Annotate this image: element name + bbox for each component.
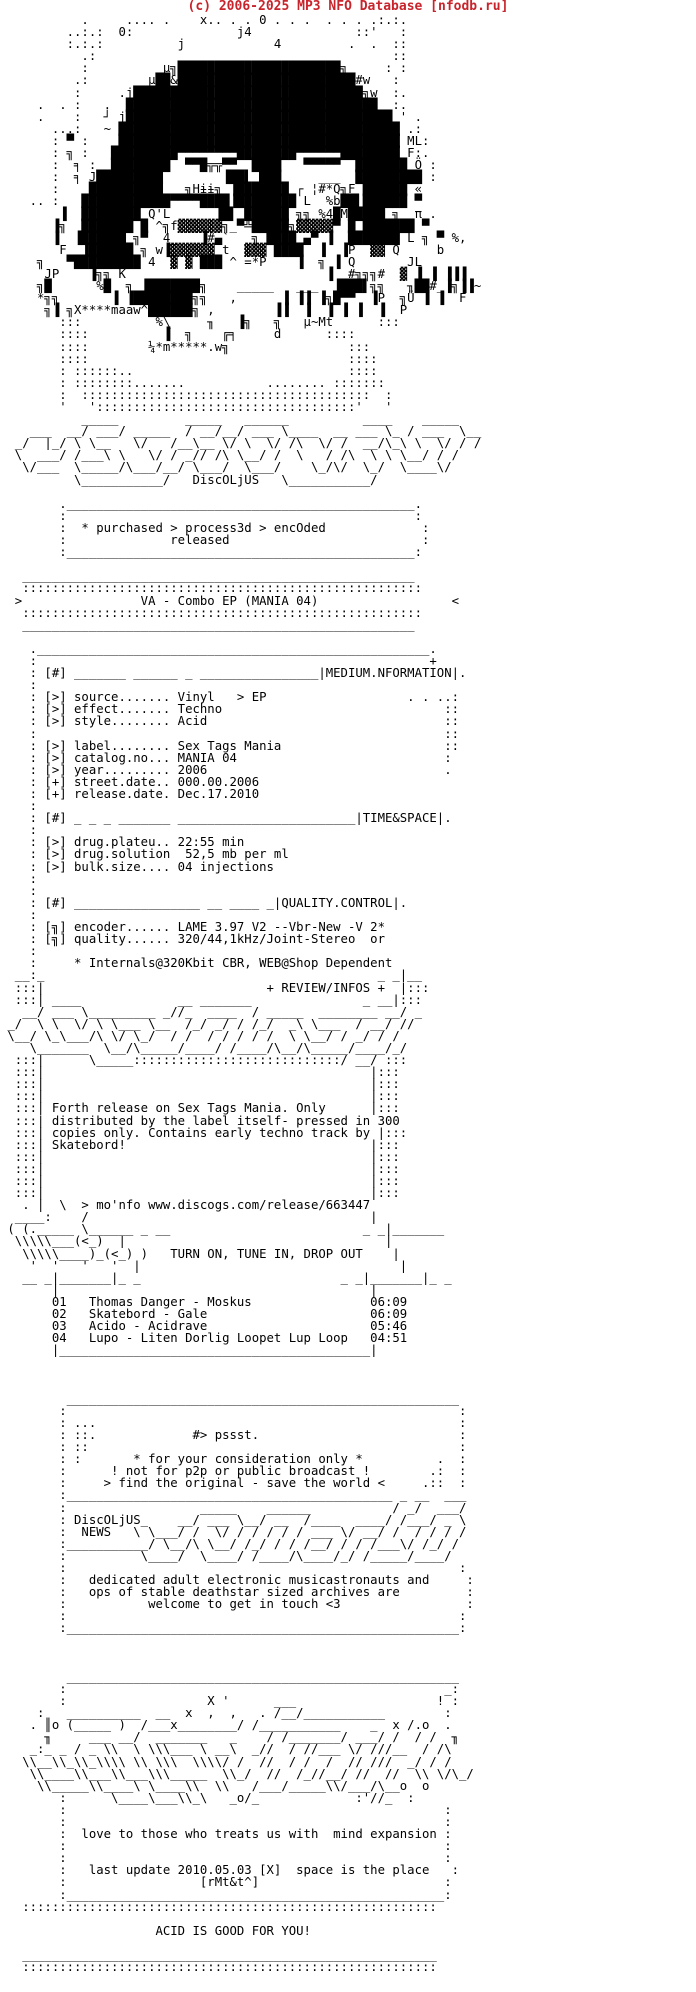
nfo-line: : [>] drug.plateu.. 22:55 min — [0, 835, 245, 850]
nfo-line: : [>] source....... Vinyl > EP . . ..: — [0, 690, 460, 705]
nfo-line: : ╕ J█████████ ▐██▌ ███ ___ █████████ : — [0, 170, 437, 185]
nfo-line: : DiscOLjUS_ __/ ___ \__/ __ /____ ____/ /___/ _ \ — [0, 1512, 467, 1527]
nfo-line: :::::::::::::::::::::::::::::::::::::::::::::::::::::: — [0, 581, 422, 596]
nfo-line: : __________ __ x , , . /__/___________ : — [0, 1706, 452, 1721]
nfo-line: _/ \ \ \/ \ \___ \__ /_/ _/ / /_/ _\ \___ / __/ // — [0, 1016, 415, 1031]
nfo-line: : love to those who treats us with mind expansion : — [0, 1827, 452, 1842]
nfo-line: . . : . ██████████████████████████████████ :. — [0, 97, 408, 112]
nfo-line: __/ ___ \_________ _//_ ____ / _____ ________ __/ _ — [0, 1004, 422, 1019]
nfo-line: : [>] style........ Acid :: — [0, 714, 460, 729]
nfo-line: :_______________________________________________: — [0, 545, 422, 560]
nfo-line: : — [0, 907, 38, 922]
nfo-line: .. : ████████████▀▀▀▀████▐████████ L %b██▌██████ ▀ — [0, 194, 422, 209]
nfo-line: :::| |::: — [0, 1089, 400, 1104]
nfo-line: ╖ ___ __/ _______ _ / /_______/ ___/ / / / ╖ — [0, 1730, 460, 1745]
nfo-line: : : — [0, 1839, 452, 1854]
nfo-line: ' ' ' ' | | — [0, 1258, 408, 1273]
nfo-line: : NEWS \ \___/ / \/ / / / / / ___ \/ __/ / / / / / — [0, 1524, 467, 1539]
nfo-line: : : — [0, 1561, 467, 1575]
nfo-line: :_____________________________________________________: — [0, 1621, 467, 1636]
nfo-line: ▐ ████████ Q'L ▐█▌ ██████ ╗╗ %4█M█████ ╗ π . — [0, 206, 437, 221]
nfo-line: : ╗ : █████████▀▀▀▀▀▀▀▀████████▀▀▀▀▀▀████████ F:. — [0, 146, 430, 161]
nfo-line: : [>] drug.solution 52,5 mb per ml — [0, 847, 289, 862]
nfo-line: : — [0, 944, 38, 959]
nfo-line: \\_____\\____\ \____\\ \\ /___/_____\\/___/\__o o — [0, 1778, 430, 1793]
nfo-line: : [>] catalog.no... MANIA 04 : — [0, 750, 452, 765]
nfo-line: _____ _____ ______ ____ _____ — [0, 412, 460, 427]
nfo-line: \\\\\___(<_) | | — [0, 1234, 393, 1249]
nfo-line: \_______ \__/\_____/____/ /____/\__/\_____/____/_/ — [0, 1040, 408, 1055]
nfo-line: :::: ¼*m*****.w╗ ::: — [0, 339, 371, 354]
nfo-line: : — [0, 678, 38, 693]
nfo-line: : ... : — [0, 1415, 467, 1430]
nfo-line: . | \ > mo'nfo www.discogs.com/release/663447 — [0, 1198, 371, 1213]
nfo-line: : ! not for p2p or public broadcast ! .: : — [0, 1464, 467, 1479]
nfo-line: : :: — [0, 726, 460, 741]
nfo-line: _/ |_/ \ \__ \/ /__\__ \/ \ \/ /\ \/ / __/\_\ \ \/ / / — [0, 436, 482, 451]
nfo-line: :::| + REVIEW/INFOS + |::: — [0, 980, 430, 995]
nfo-line: :___________________________________________________: — [0, 1887, 452, 1902]
nfo-line: ACID IS GOOD FOR YOU! — [0, 1923, 311, 1938]
nfo-line: : : — [0, 508, 422, 523]
nfo-line: : [>] bulk.size.... 04 injections — [0, 859, 274, 874]
nfo-line: : ::. #> pssst. : — [0, 1427, 467, 1442]
nfo-line: _____________________________________________________ — [0, 1391, 460, 1406]
nfo-line: 01 Thomas Danger - Moskus 06:09 — [0, 1294, 408, 1309]
nfo-line: ..:.: 0: j4 ::' : — [0, 25, 408, 40]
nfo-line: :::| |::: — [0, 1161, 400, 1176]
nfo-line: : * Internals@320Kbit CBR, WEB@Shop Dependent — [0, 956, 393, 971]
nfo-line: :::: :::: — [0, 351, 378, 366]
nfo-line: ╗▐ ╗X****maaw^██████╗ , ▐▐ ▐ ▐ ▐ ▐ ▐ P — [0, 303, 452, 318]
nfo-line: :::| |::: — [0, 1065, 400, 1080]
nfo-ascii-art-text — [0, 14, 696, 1973]
nfo-line: :::| Forth release on Sex Tags Mania. Only |::: — [0, 1101, 400, 1116]
nfo-line: : [╗] encoder...... LAME 3.97 V2 --Vbr-New -V 2* — [0, 920, 385, 935]
nfo-line: : > find the original - save the world < .:: : — [0, 1476, 467, 1491]
nfo-line: ________________________________________________________ — [0, 1948, 437, 1962]
nfo-line: F ▐██████ ╗ w▐▓▓▓▓▓▓ t ▓▓▓ ████ ▐ ▐P ▓▓ Q b — [0, 242, 445, 257]
nfo-line: : last update 2010.05.03 [X] space is the place : — [0, 1863, 460, 1878]
nfo-line: :::| |::: — [0, 1186, 400, 1201]
nfo-line: :::::::::::::::::::::::::::::::::::::::::::::::::::::::: — [0, 1899, 437, 1914]
nfo-line: : + — [0, 653, 437, 668]
nfo-line: : dedicated adult electronic musicastronauts and : — [0, 1573, 474, 1588]
nfo-line: ╗█ %█ ╗ ▐███████╗ _____ ___ ▐███▌╗╗ ╖██#_▐╗▐▐~ — [0, 279, 482, 294]
nfo-line: : :: : — [0, 1440, 467, 1455]
nfo-line: : [#] _________________ __ ____ _|QUALITY.CONTROL|. — [0, 895, 408, 910]
nfo-line: \/___ \_____/\___/__/ \___/ \___/ \_/\/ \_/ \____\/ — [0, 460, 452, 475]
nfo-line: ...: ~ ██████████████████████████████████████ .: — [0, 121, 422, 136]
nfo-line: : ██████████ _╗Hɨɨ╗ ▐███████ ┌ ¦#*Q╗F ██████ « — [0, 182, 422, 197]
nfo-line: :::| \_____::::::::::::::::::::::::::::/ __/ ::: — [0, 1053, 408, 1068]
nfo-line: JP ▐╗╗ K ▐ #╗╗╗# ▓ ▐ ▐ ▐▐▐ — [0, 266, 467, 281]
nfo-line: : [+] release.date. Dec.17.2010 — [0, 787, 260, 801]
nfo-line: : _µ╗██████████████████████╗_ : : — [0, 61, 408, 76]
nfo-line: : : — [0, 1851, 452, 1866]
nfo-line: ▐╗ ███████ █ ^╗f▓▓▓▓▓▓╗_▀╩█████╗▓▓▓▓▓▀ █ ███████ ▀ — [0, 218, 430, 233]
nfo-line: \\____\\___\\___\\\_____ \\_/ // /_//__/ // // \\ \/\_/ — [0, 1766, 474, 1781]
nfo-line: . ║o (_____ ) /___x________/ /___________ _ x /.o . — [0, 1718, 452, 1733]
nfo-line: ( (._____ \______ _ __ _ _|_______ — [0, 1222, 445, 1237]
nfo-line: ▐ ▐██████ ╗▀ 4_ ▐#▄` ╗ ████ ▄▀ ▐ ███████ L ╗ ▀ %, — [0, 230, 467, 245]
nfo-line: : ::::::.. :::: — [0, 363, 378, 378]
nfo-line: :____________________________________________ _ __ ___ — [0, 1488, 467, 1503]
nfo-line: : ::::::::....... ........ ::::::: — [0, 375, 385, 390]
nfo-line: : : — [0, 1609, 467, 1624]
nfo-line: \___________/ DiscOLjUS \___________/ — [0, 472, 378, 487]
nfo-line: _____________________________________________________ — [0, 569, 415, 584]
nfo-line: :::| ____ __ _______ _ __|::: — [0, 992, 422, 1007]
nfo-line: ::: %╲ ╖ ▐╗ ╗ μ~Mt ::: — [0, 315, 400, 330]
nfo-line: : ╕ : ████████ ▀▀█╦╦▀▀ ████ ▀▀▀▀▀ ███████ Ö : — [0, 158, 437, 173]
nfo-line: : \____\___\\_\ _o/_ :'//_ : — [0, 1790, 415, 1805]
nfo-line: 03 Acido - Acidrave 05:46 — [0, 1319, 408, 1334]
nfo-line: . .... . x.. . . 0 . . . . . . .:.:. — [0, 14, 408, 27]
nfo-line: : [rMt&t^] : — [0, 1875, 452, 1890]
nfo-line: : _: — [0, 1681, 460, 1696]
nfo-line: :::| |::: — [0, 1077, 400, 1092]
nfo-line: | | — [0, 1282, 378, 1297]
nfo-line: ._____________________________________________________. — [0, 641, 437, 656]
nfo-line: :::| |::: — [0, 1174, 400, 1188]
nfo-line: :::::::::::::::::::::::::::::::::::::::::::::::::::::::: — [0, 1960, 437, 1974]
nfo-line: : [+] street.date.. 000.00.2006 — [0, 774, 260, 789]
nfo-line: :::| copies only. Contains early techno track by |::: — [0, 1125, 408, 1140]
nfo-line: |__________________________________________| — [0, 1343, 378, 1358]
nfo-line: .: _µ██&████████████████████████#w : — [0, 73, 400, 88]
nfo-line: : released : — [0, 533, 430, 548]
nfo-line: : ops of stable deathstar sized archives are : — [0, 1585, 474, 1600]
nfo-line: \__/ \_\___/\ \/ \_/ / / / / / / / \ \__/ / _/ / / — [0, 1028, 400, 1043]
nfo-line: : : — [0, 1403, 467, 1418]
nfo-line: \\__\\_\\_\\\\ \\ \\\ \\\\/ / // / / / // /// _/ / / — [0, 1754, 452, 1769]
nfo-line: : [>] label........ Sex Tags Mania :: — [0, 738, 460, 753]
nfo-line: :::| Skatebord! |::: — [0, 1137, 400, 1152]
nfo-line: .: _____________________ :: — [0, 49, 408, 64]
nfo-line: 02 Skatebord - Gale 06:09 — [0, 1307, 408, 1322]
nfo-line: ' ':::::::::::::::::::::::::::::::::::' ' — [0, 400, 393, 414]
nfo-line: : [#] _ _ _ _______ ________________________|TIME&SPACE|. — [0, 811, 452, 826]
nfo-line: :___________/ \__/\ \__/ /_/ / / /__/ / / /___\/ /_/ / — [0, 1536, 460, 1551]
nfo-line: : .j███████████████████████████████╗w :. — [0, 85, 408, 100]
site-credit-header[interactable]: (c) 2006-2025 MP3 NFO Database [nfodb.ru] — [187, 0, 509, 14]
nfo-line: : — [0, 823, 38, 838]
nfo-line: > VA - Combo EP (MANIA 04) < — [0, 593, 460, 608]
nfo-line: : X ' ___ ! : — [0, 1694, 460, 1709]
nfo-line: ╗ ▀█████████ 4 ▓ ▓ ███ ^ =*P ▐ ╗ ▐ Q JL — [0, 254, 422, 269]
nfo-line: :::| |::: — [0, 1149, 400, 1164]
nfo-line: : : — [0, 1802, 452, 1817]
nfo-line: *╗╗ ▐ ▐████████╗╗ , ▐ ▐▐ ▐╗█▀▀ ▐P ╗Ü ▐ ▐ F — [0, 291, 467, 306]
nfo-line: : _____ ______ / _/ ___/ — [0, 1500, 467, 1515]
nfo-line: : — [0, 883, 38, 898]
nfo-line: : \____/ \____/ /____/\____/_/ /_____/____/ — [0, 1548, 452, 1563]
nfo-line: : welcome to get in touch <3 : — [0, 1597, 474, 1612]
nfo-line: : * purchased > process3d > encOded : — [0, 520, 430, 535]
nfo-line: : ::::::::::::::::::::::::::::::::::::::: : — [0, 387, 393, 402]
nfo-line: ___ __/ ___/ _____ / __/__/ ___ \____ __ ___ \_ / ___ \__ — [0, 424, 482, 439]
nfo-line: _____________________________________________________ — [0, 617, 415, 632]
nfo-line: 04 Lupo - Liten Dorlig Loopet Lup Loop 04:51 — [0, 1331, 408, 1346]
nfo-line: :::::::::::::::::::::::::::::::::::::::::::::::::::::: — [0, 605, 422, 620]
nfo-line: : — [0, 799, 38, 814]
nfo-line: :.:.: j 4 . . :: — [0, 37, 408, 52]
nfo-line: \ ___/ /___\ \ \/ / _// /\ \__/ / \ / /\ \ \ \__/ / / — [0, 448, 460, 463]
nfo-line: ____: / | — [0, 1210, 378, 1225]
nfo-line: ._______________________________________________. — [0, 496, 422, 511]
nfo-line: _:_ _ / _ \\ \ \\\___ \ __\ _// / //___ \/ ///__ / /\ — [0, 1742, 452, 1757]
nfo-line: : ▀ : _██████████████████████████████████████ ML: — [0, 133, 430, 148]
nfo-line: : — [0, 871, 38, 886]
nfo-line: __ _|_______|_ _ _ _|_______|_ _ — [0, 1270, 452, 1285]
nfo-line: __:_ _ _|__ — [0, 968, 422, 983]
nfo-line: : [╗] quality...... 320/44,1kHz/Joint-Stereo or — [0, 932, 385, 947]
nfo-line: : : — [0, 1814, 452, 1829]
nfo-line: : : * for your consideration only * . : — [0, 1452, 467, 1467]
nfo-line: : [#] _______ ______ _ ________________|MEDIUM.NFORMATION|. — [0, 666, 467, 681]
nfo-line: : [>] effect....... Techno :: — [0, 702, 460, 717]
nfo-line: _____________________________________________________ — [0, 1669, 460, 1684]
nfo-line: :::: ▐ ╗ ╔╕ d :::: — [0, 327, 356, 342]
nfo-line: : [>] year......... 2006 . — [0, 762, 452, 777]
nfo-line: :::| distributed by the label itself- pressed in 300 — [0, 1113, 400, 1128]
nfo-line: . : ┘ j████████████████████████████████████ ' . — [0, 109, 422, 124]
nfo-line: \\\\\____)_(<_) ) TURN ON, TUNE IN, DROP OUT | — [0, 1246, 400, 1261]
